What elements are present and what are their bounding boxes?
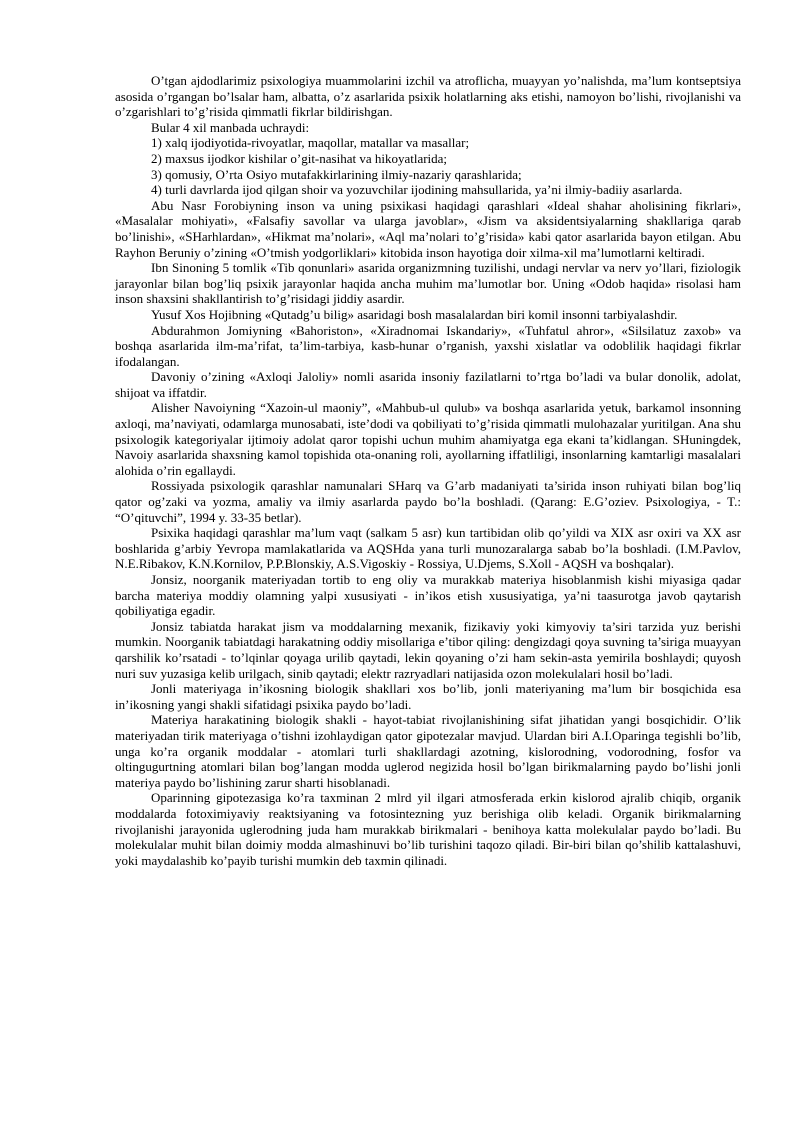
paragraph: Davoniy o’zining «Axloqi Jaloliy» nomli asarida insoniy fazilatlarni to’rtga bo’ladi va bular donolik, adolat, shijoat va iffatdir. — [115, 369, 741, 400]
paragraph: Jonsiz tabiatda harakat jism va moddalarning mexanik, fizikaviy yoki kimyoviy ta’siri tarzida yuz berishi mumkin. Noorganik tabiatdagi harakatning oddiy misollariga e’tibor qiling: dengizdagi qoya suvning ta’siriga muayyan qarshilik ko’rsatadi - to’lqinlar qoyaga urilib qaytadi, lekin qoyaning o’zi ham sekin-asta yemirila boshlaydi; quyosh nuri suv yuzasiga kelib urilgach, sinib qaytadi; elektr razryadlari natijasida ozon molekulalari hosil bo’ladi. — [115, 618, 741, 681]
list-item: 1) xalq ijodiyotida-rivoyatlar, maqollar, matallar va masallar; — [151, 135, 470, 151]
list-item: 2) maxsus ijodkor kishilar o’git-nasihat va hikoyatlarida; — [151, 150, 448, 166]
paragraph: Jonli materiyaga in’ikosning biologik shakllari xos bo’lib, jonli materiyaning ma’lum bir bosqichida esa in’ikosning yangi shakli sifatidagi psixika paydo bo’ladi. — [115, 681, 741, 712]
paragraph: Abu Nasr Forobiyning inson va uning psixikasi haqidagi qarashlari «Ideal shahar aholisining fikrlari», «Masalalar mohiyati», «Falsafiy savollar va ularga javoblar», «Jism va aksidentsiyalarning shakllariga qarab bo’linishi», «SHarhlardan», «Hikmat ma’nolari», «Aql ma’nolari to’g’risida» kabi qator asarlarida bayon etilgan. Abu Rayhon Beruniy o’zining «O’tmish yodgorliklari» kitobida inson hayotiga doir xilma-xil ma’lumotlarni keltiradi. — [115, 197, 741, 260]
list-item: 3) qomusiy, O’rta Osiyo mutafakkirlarining ilmiy-nazariy qarashlarida; — [151, 166, 522, 182]
paragraph: Ibn Sinoning 5 tomlik «Tib qonunlari» asarida organizmning tuzilishi, undagi nervlar va nerv yo’llari, fiziologik jarayonlar bilan bog’liq psixik jarayonlar haqida ancha muhim ma’lumotlar bor. Uning «Odob haqida» risolasi ham inson shaxsini shakllantirish to’g’risidagi jiddiy asardir. — [115, 260, 741, 307]
paragraph: Oparinning gipotezasiga ko’ra taxminan 2 mlrd yil ilgari atmosferada erkin kislorod ajralib chiqib, organik moddalarda fotoximiyaviy reaktsiyaning va fotosintezning yuz berishiga olib keladi. Organik birikmalarning rivojlanishi jarayonida uglerodning juda ham murakkab birikmalari - benihoya katta molekulalar paydo bo’ladi. Bu molekulalar muhit bilan doimiy modda almashinuvi bo’lib turishini taqozo qiladi. Bir-biri bilan qo’shilib kattalashuvi, yoki maydalashib ko’payib turishi mumkin deb taxmin qilinadi. — [115, 790, 741, 868]
document-page — [115, 73, 741, 868]
list-item: 4) turli davrlarda ijod qilgan shoir va yozuvchilar ijodining mahsullarida, ya’ni ilmiy-badiiy asarlarda. — [151, 182, 683, 198]
paragraph: Abdurahmon Jomiyning «Bahoriston», «Xiradnomai Iskandariy», «Tuhfatul ahror», «Silsilatuz zaxob» va boshqa asarlarida ilm-ma’rifat, ta’lim-tarbiya, kasb-hunar o’rganish, yaxshi xislatlar va odoblilik haqidagi fikrlar ifodalangan. — [115, 322, 741, 369]
paragraph: Yusuf Xos Hojibning «Qutadg’u bilig» asaridagi bosh masalalardan biri komil insonni tarbiyalashdir. — [151, 306, 678, 322]
paragraph: Psixika haqidagi qarashlar ma’lum vaqt (salkam 5 asr) kun tartibidan olib qo’yildi va XIX asr oxiri va XX asr boshlarida g’arbiy Yevropa mamlakatlarida va AQSHda yana turli munozaralarga sabab bo’la boshladi. (I.M.Pavlov, N.E.Ribakov, K.N.Kornilov, P.P.Blonskiy, A.S.Vigoskiy - Rossiya, U.Djems, S.Xoll - AQSH va boshqalar). — [115, 525, 741, 572]
paragraph: Materiya harakatining biologik shakli - hayot-tabiat rivojlanishining sifat jihatidan yangi bosqichidir. O’lik materiyadan tirik materiyaga o’tishni izohlaydigan qator gipotezalar mavjud. Ulardan biri A.I.Oparinga tegishli bo’lib, unga ko’ra organik moddalar - atomlari turli shakllardagi azotning, kislorodning, vodorodning, fosfor va oltingugurtning atomlari bilan bog’langan modda uglerod negizida hosil bo’lgan birikmalarning paydo bo’lishi jonli materiya paydo bo’lishining zarur sharti hisoblanadi. — [115, 712, 741, 790]
paragraph: Bular 4 xil manbada uchraydi: — [151, 119, 310, 135]
paragraph: O’tgan ajdodlarimiz psixologiya muammolarini izchil va atroflicha, muayyan yo’nalishda, ma’lum kontseptsiya asosida o’rgangan bo’lsalar ham, albatta, o’z asarlarida psixik holatlarning aks etishi, namoyon bo’lishi, rivojlanishi va o’zgarishlari to’g’risida qimmatli fikrlar bildirishgan. — [115, 73, 741, 120]
paragraph: Jonsiz, noorganik materiyadan tortib to eng oliy va murakkab materiya hisoblanmish kishi miyasiga qadar barcha materiya moddiy olamning yalpi xususiyati - in’ikos etish xususiyatiga, ya’ni taasurotga javob qaytarish qobiliyatiga egadir. — [115, 572, 741, 619]
paragraph: Rossiyada psixologik qarashlar namunalari SHarq va G’arb madaniyati ta’sirida inson ruhiyati bilan bog’liq qator og’zaki va yozma, amaliy va ilmiy asarlarda paydo bo’la boshladi. (Qarang: E.G’oziev. Psixologiya, - T.: “O’qituvchi”, 1994 y. 33-35 betlar). — [115, 478, 741, 525]
paragraph: Alisher Navoiyning “Xazoin-ul maoniy”, «Mahbub-ul qulub» va boshqa asarlarida yetuk, barkamol insonning axloqi, ma’naviyati, odamlarga munosabati, iste’dodi va qobiliyati to’g’risida qimmatli mulohazalar yuritilgan. Ana shu psixologik kategoriyalar ijtimoiy adolat qaror topishi uchun muhim ahamiyatga ega ekani ta’kidlangan. SHuningdek, Navoiy asarlarida shaxsning kamol topishida ota-onaning roli, ayollarning iffatliligi, insonlarning kamtarligi masalalari alohida o’rin egallaydi. — [115, 400, 741, 478]
